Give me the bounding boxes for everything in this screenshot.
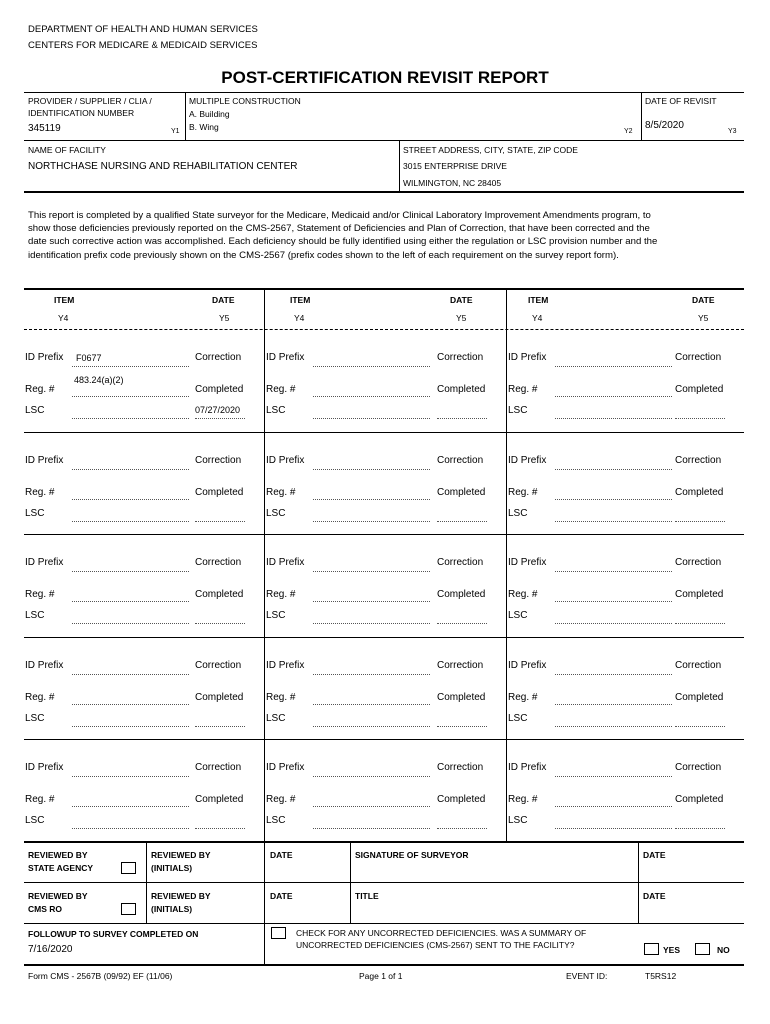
completed-label: Completed	[195, 794, 244, 805]
correction-label: Correction	[195, 557, 242, 568]
revisit-date-value[interactable]: 8/5/2020	[645, 120, 684, 131]
reg-label: Reg. #	[25, 384, 55, 395]
reg-label: Reg. #	[25, 589, 55, 600]
correction-label: Correction	[437, 455, 484, 466]
no-label: NO	[717, 945, 730, 955]
correction-label: Correction	[675, 455, 722, 466]
reg-label: Reg. #	[508, 589, 538, 600]
correction-label: Correction	[195, 352, 242, 363]
col-date-label: DATE	[212, 295, 235, 305]
item-block	[24, 329, 264, 431]
col-item-label: ITEM	[290, 295, 311, 305]
item-block	[265, 432, 506, 534]
item-block	[507, 739, 744, 841]
agency-line-2: CENTERS FOR MEDICARE & MEDICAID SERVICES	[28, 40, 258, 51]
correction-label: Correction	[675, 660, 722, 671]
completed-label: Completed	[437, 589, 486, 600]
reg-label: Reg. #	[508, 487, 538, 498]
col-item-label: ITEM	[54, 295, 75, 305]
reg-label: Reg. #	[266, 794, 296, 805]
revisit-date-label: DATE OF REVISIT	[645, 96, 717, 106]
correction-label: Correction	[437, 557, 484, 568]
completed-label: Completed	[675, 487, 724, 498]
completed-label: Completed	[675, 692, 724, 703]
lsc-label: LSC	[25, 815, 45, 826]
completed-label: Completed	[675, 384, 724, 395]
correction-label: Correction	[195, 455, 242, 466]
correction-label: Correction	[195, 660, 242, 671]
building-label: A. Building	[189, 109, 230, 119]
yes-checkbox[interactable]	[644, 943, 659, 955]
completed-date-field[interactable]: 07/27/2020	[195, 405, 241, 415]
item-block	[24, 637, 264, 739]
construction-label: MULTIPLE CONSTRUCTION	[189, 96, 301, 106]
lsc-label: LSC	[25, 405, 45, 416]
page-title: POST-CERTIFICATION REVISIT REPORT	[221, 68, 549, 87]
lsc-label: LSC	[508, 405, 528, 416]
cms-ro-checkbox[interactable]	[121, 903, 136, 915]
lsc-label: LSC	[508, 610, 528, 621]
reg-label: Reg. #	[266, 487, 296, 498]
col-date-label: DATE	[692, 295, 715, 305]
correction-label: Correction	[675, 352, 722, 363]
state-initials-label-1: REVIEWED BY	[151, 850, 211, 860]
id-prefix-label: ID Prefix	[508, 762, 547, 773]
id-prefix-label: ID Prefix	[25, 762, 64, 773]
id-prefix-field[interactable]: F0677	[76, 353, 102, 363]
id-prefix-label: ID Prefix	[508, 352, 547, 363]
no-checkbox[interactable]	[695, 943, 710, 955]
completed-label: Completed	[195, 384, 244, 395]
uncorrected-text-2: UNCORRECTED DEFICIENCIES (CMS-2567) SENT TO THE FACILITY?	[296, 940, 575, 950]
item-block	[507, 329, 744, 431]
provider-id-code: Y1	[171, 128, 180, 135]
reg-label: Reg. #	[266, 384, 296, 395]
reg-label: Reg. #	[508, 794, 538, 805]
item-block	[24, 534, 264, 636]
id-prefix-label: ID Prefix	[266, 352, 305, 363]
state-agency-checkbox[interactable]	[121, 862, 136, 874]
cms-initials-label-2: (INITIALS)	[151, 904, 193, 914]
reg-label: Reg. #	[25, 692, 55, 703]
id-prefix-label: ID Prefix	[266, 660, 305, 671]
id-prefix-label: ID Prefix	[508, 455, 547, 466]
completed-label: Completed	[195, 692, 244, 703]
correction-label: Correction	[437, 762, 484, 773]
item-block	[265, 637, 506, 739]
completed-label: Completed	[437, 487, 486, 498]
lsc-label: LSC	[508, 815, 528, 826]
cms-ro-label-2: CMS RO	[28, 904, 62, 914]
id-prefix-label: ID Prefix	[266, 762, 305, 773]
col-date-label: DATE	[450, 295, 473, 305]
agency-line-1: DEPARTMENT OF HEALTH AND HUMAN SERVICES	[28, 24, 258, 35]
col-item-label: ITEM	[528, 295, 549, 305]
lsc-label: LSC	[266, 713, 286, 724]
reg-label: Reg. #	[508, 692, 538, 703]
item-block	[507, 534, 744, 636]
lsc-label: LSC	[266, 405, 286, 416]
item-block	[507, 637, 744, 739]
cms-ro-label-1: REVIEWED BY	[28, 891, 88, 901]
page-number: Page 1 of 1	[359, 971, 403, 981]
lsc-label: LSC	[25, 610, 45, 621]
completed-label: Completed	[437, 384, 486, 395]
col-item-code: Y4	[532, 313, 543, 323]
uncorrected-checkbox[interactable]	[271, 927, 286, 939]
uncorrected-text-1: CHECK FOR ANY UNCORRECTED DEFICIENCIES. WAS A SUMMARY OF	[296, 928, 587, 938]
event-id-label: EVENT ID:	[566, 971, 608, 981]
correction-label: Correction	[437, 352, 484, 363]
revisit-date-code: Y3	[728, 128, 737, 135]
completed-label: Completed	[437, 692, 486, 703]
lsc-label: LSC	[508, 508, 528, 519]
facility-name-label: NAME OF FACILITY	[28, 145, 106, 155]
col-item-code: Y4	[58, 313, 69, 323]
event-id-value: T5RS12	[645, 971, 677, 981]
lsc-label: LSC	[25, 713, 45, 724]
state-agency-label-1: REVIEWED BY	[28, 850, 88, 860]
provider-id-label-2: IDENTIFICATION NUMBER	[28, 108, 135, 118]
correction-label: Correction	[675, 557, 722, 568]
lsc-label: LSC	[508, 713, 528, 724]
address-line-1[interactable]: 3015 ENTERPRISE DRIVE	[403, 161, 507, 171]
instructions-text: This report is completed by a qualified State surveyor for the Medicare, Medicaid and/or Clinical Laboratory Improvement Amendments program, to show those deficiencies previously reported on the CMS-2567, Statement of Deficiencies and Plan of Correction, that have been corrected and the date such corrective action was accomplished. Each deficiency should be fully identified using either the regulation or LSC provision number and the identification prefix code previously shown on the CMS-2567 (prefix codes shown to the left of each requirement on the survey report form).	[28, 210, 658, 261]
correction-label: Correction	[437, 660, 484, 671]
reg-label: Reg. #	[25, 794, 55, 805]
completed-label: Completed	[195, 487, 244, 498]
title-date-label: DATE	[643, 891, 666, 901]
completed-label: Completed	[675, 589, 724, 600]
followup-label: FOLLOWUP TO SURVEY COMPLETED ON	[28, 929, 199, 939]
reg-label: Reg. #	[266, 589, 296, 600]
title-label: TITLE	[355, 891, 379, 901]
id-prefix-label: ID Prefix	[508, 557, 547, 568]
state-date-label: DATE	[270, 850, 293, 860]
signature-date-label: DATE	[643, 850, 666, 860]
id-prefix-label: ID Prefix	[25, 455, 64, 466]
lsc-label: LSC	[266, 815, 286, 826]
state-initials-label-2: (INITIALS)	[151, 863, 193, 873]
completed-label: Completed	[437, 794, 486, 805]
col-date-code: Y5	[698, 313, 709, 323]
reg-label: Reg. #	[508, 384, 538, 395]
item-block	[265, 739, 506, 841]
state-agency-label-2: STATE AGENCY	[28, 863, 94, 873]
item-block	[265, 534, 506, 636]
facility-name-value[interactable]: NORTHCHASE NURSING AND REHABILITATION CENTER	[28, 161, 298, 172]
col-date-code: Y5	[219, 313, 230, 323]
correction-label: Correction	[675, 762, 722, 773]
yes-label: YES	[663, 945, 681, 955]
item-block	[507, 432, 744, 534]
cms-initials-label-1: REVIEWED BY	[151, 891, 211, 901]
lsc-label: LSC	[266, 508, 286, 519]
reg-label: Reg. #	[25, 487, 55, 498]
signature-label: SIGNATURE OF SURVEYOR	[355, 850, 469, 860]
id-prefix-label: ID Prefix	[25, 557, 64, 568]
lsc-label: LSC	[266, 610, 286, 621]
followup-value[interactable]: 7/16/2020	[28, 944, 73, 955]
lsc-label: LSC	[25, 508, 45, 519]
address-label: STREET ADDRESS, CITY, STATE, ZIP CODE	[403, 145, 578, 155]
item-block	[265, 329, 506, 431]
col-item-code: Y4	[294, 313, 305, 323]
id-prefix-label: ID Prefix	[25, 352, 64, 363]
item-block	[24, 432, 264, 534]
reg-field[interactable]: 483.24(a)(2)	[74, 375, 124, 385]
reg-label: Reg. #	[266, 692, 296, 703]
id-prefix-label: ID Prefix	[25, 660, 64, 671]
form-number: Form CMS - 2567B (09/92) EF (11/06)	[28, 971, 173, 981]
id-prefix-label: ID Prefix	[266, 557, 305, 568]
wing-label: B. Wing	[189, 122, 219, 132]
correction-label: Correction	[195, 762, 242, 773]
provider-id-label-1: PROVIDER / SUPPLIER / CLIA /	[28, 96, 152, 106]
item-block	[24, 739, 264, 841]
construction-code: Y2	[624, 128, 633, 135]
provider-id-value[interactable]: 345119	[28, 123, 61, 134]
address-line-2[interactable]: WILMINGTON, NC 28405	[403, 178, 502, 188]
col-date-code: Y5	[456, 313, 467, 323]
completed-label: Completed	[675, 794, 724, 805]
id-prefix-label: ID Prefix	[266, 455, 305, 466]
id-prefix-label: ID Prefix	[508, 660, 547, 671]
cms-date-label: DATE	[270, 891, 293, 901]
completed-label: Completed	[195, 589, 244, 600]
